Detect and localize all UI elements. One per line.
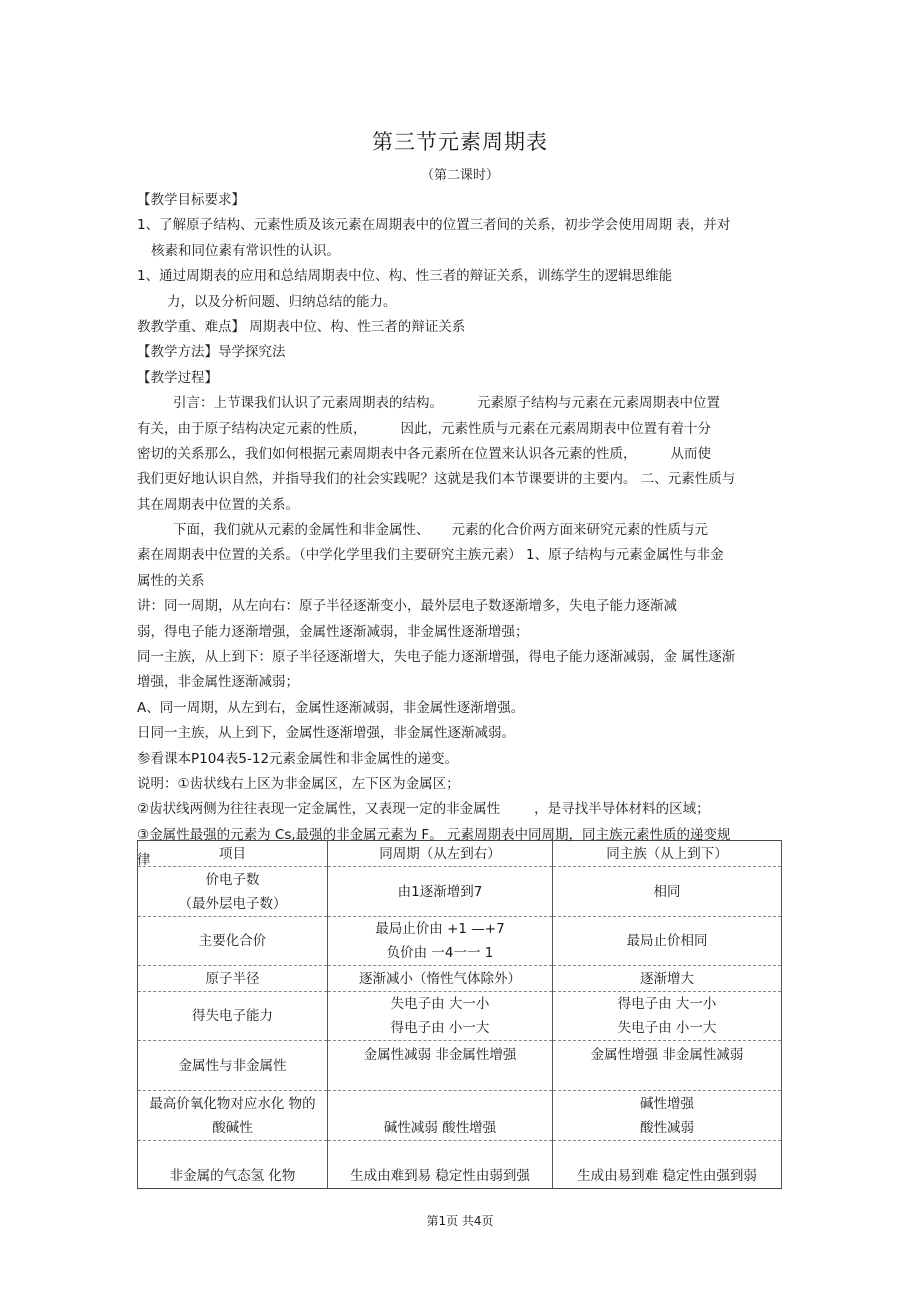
group-line: 碱性增强 <box>640 1095 694 1112</box>
group-line: 酸性减弱 <box>640 1119 694 1136</box>
rule-b: 日同一主族，从上到下，金属性逐渐增强，非金属性逐渐减弱。 <box>137 725 515 742</box>
goal-2-line-1: 1、通过周期表的应用和总结周期表中位、构、性三者的辩证关系，训练学生的逻辑思维能 <box>137 268 673 285</box>
intro-line-2 <box>137 417 787 442</box>
intro-line-3a: 密切的关系那么，我们如何根据元素周期表中各元素所在位置来认识各元素的性质， <box>137 445 637 462</box>
header-period: 同周期（从左到右） <box>328 841 553 867</box>
period-cell: 金属性减弱 非金属性增强 <box>328 1041 553 1091</box>
group-cell: 金属性增强 非金属性减弱 <box>553 1041 782 1091</box>
period-line: 最局止价由 +1 —+7 <box>375 921 505 937</box>
group-cell <box>553 992 782 1041</box>
talk-line-1: 讲：同一周期，从左向右：原子半径逐渐变小，最外层电子数逐渐增多，失电子能力逐渐减 <box>137 598 677 615</box>
note-2 <box>137 797 787 822</box>
item-line: 价电子数 <box>205 871 260 888</box>
next-line-3: 属性的关系 <box>137 572 205 589</box>
note-3: ③金属性最强的元素为 Cs,最强的非金属元素为 F。 元素周期表中同周期，同主族元素性质的递变规 <box>137 826 731 843</box>
intro-line-1b: 元素原子结构与元素在元素周期表中位置 <box>477 395 720 412</box>
table-header-row <box>138 841 782 867</box>
item-line: （最外层电子数） <box>178 895 287 912</box>
next-line-1 <box>137 518 787 543</box>
period-line: 失电子由 大一小 <box>390 996 490 1012</box>
group-cell <box>553 1091 782 1141</box>
intro-line-2b: 因此，元素性质与元素在元素周期表中位置有着十分 <box>400 420 711 437</box>
key-points: 教教学重、难点】 周期表中位、构、性三者的辩证关系 <box>137 318 466 335</box>
period-line: 负价由 一4一一 1 <box>386 945 494 961</box>
next-line-1b: 元素的化合价两方面来研究元素的性质与元 <box>451 522 708 539</box>
header-item: 项目 <box>138 841 328 867</box>
intro-line-5: 其在周期表中位置的关系。 <box>137 496 299 513</box>
lesson-subtitle: （第二课时） <box>420 168 499 183</box>
note-2a: ②齿状线两侧为往往表现一定金属性，又表现一定的非金属性 <box>137 801 501 818</box>
group-cell: 生成由易到难 稳定性由强到弱 <box>553 1141 782 1189</box>
intro-line-4: 我们更好地认识自然，并指导我们的社会实践呢？这就是我们本节课要讲的主要内。 二、元素性质与 <box>137 471 736 488</box>
next-line-2: 素在周期表中位置的关系。（中学化学里我们主要研究主族元素） 1、原子结构与元素金属性与非金 <box>137 547 724 564</box>
note-2b: ，是寻找半导体材料的区域； <box>534 801 710 818</box>
group-line: 得电子由 大一小 <box>617 996 717 1012</box>
table-row <box>138 867 782 917</box>
item-line: 最高价氧化物对应水化 物的 <box>149 1095 316 1112</box>
period-cell: 碱性减弱 酸性增强 <box>328 1091 553 1141</box>
period-cell <box>328 992 553 1041</box>
group-cell: 相同 <box>553 867 782 917</box>
goals-heading: 【教学目标要求】 <box>137 192 245 208</box>
talk-line-3: 同一主族，从上到下：原子半径逐渐增大，失电子能力逐渐增强，得电子能力逐渐减弱，金 属性逐渐 <box>137 649 736 666</box>
intro-line-1 <box>137 391 787 416</box>
process-heading: 【教学过程】 <box>137 369 218 386</box>
table-row <box>138 1141 782 1189</box>
item-cell <box>138 1091 328 1141</box>
item-cell: 主要化合价 <box>138 917 328 966</box>
page-footer: 第1页 共4页 <box>426 1214 494 1228</box>
period-cell: 由1逐渐增到7 <box>328 867 553 917</box>
goal-2-line-2: 力，以及分析问题、归纳总结的能力。 <box>167 293 397 310</box>
item-cell: 得失电子能力 <box>138 992 328 1041</box>
table-row <box>138 917 782 966</box>
intro-line-1a: 引言：上节课我们认识了元素周期表的结构。 <box>173 395 443 412</box>
item-cell: 非金属的气态氢 化物 <box>138 1141 328 1189</box>
group-cell: 最局止价相同 <box>553 917 782 966</box>
period-cell: 逐渐减小（惰性气体除外） <box>328 966 553 992</box>
group-line: 失电子由 小一大 <box>617 1020 717 1036</box>
lesson-body <box>137 188 787 874</box>
table-row <box>138 1041 782 1091</box>
group-cell: 逐渐增大 <box>553 966 782 992</box>
period-cell: 生成由难到易 稳定性由弱到强 <box>328 1141 553 1189</box>
intro-line-2a: 有关，由于原子结构决定元素的性质， <box>137 420 367 437</box>
textbook-reference: 参看课本P104表5-12元素金属性和非金属性的递变。 <box>137 750 459 767</box>
intro-line-3 <box>137 442 787 467</box>
table-row <box>138 992 782 1041</box>
goal-1-line-1: 1、了解原子结构、元素性质及该元素在周期表中的位置三者间的关系，初步学会使用周期 表，并对 <box>137 217 731 234</box>
table-row <box>138 1091 782 1141</box>
period-line: 得电子由 小一大 <box>390 1020 490 1036</box>
rule-a: A、同一周期，从左到右，金属性逐渐减弱，非金属性逐渐增强。 <box>137 699 525 716</box>
item-line: 酸碱性 <box>212 1119 253 1136</box>
page-title: 第三节元素周期表 <box>372 130 548 154</box>
goal-1-line-2: 核素和同位素有常识性的认识。 <box>151 242 340 259</box>
teaching-method: 【教学方法】导学探究法 <box>137 344 286 361</box>
periodic-trends-table <box>137 840 782 1189</box>
item-cell <box>138 867 328 917</box>
table-row <box>138 966 782 992</box>
item-cell: 原子半径 <box>138 966 328 992</box>
talk-line-2: 弱，得电子能力逐渐增强，金属性逐渐减弱，非金属性逐渐增强； <box>137 623 529 640</box>
next-line-1a: 下面，我们就从元素的金属性和非金属性、 <box>173 522 430 539</box>
header-group: 同主族（从上到下） <box>553 841 782 867</box>
intro-line-3b: 从而使 <box>670 445 711 462</box>
talk-line-4: 增强，非金属性逐渐减弱； <box>137 674 299 691</box>
note-1: 说明：①齿状线右上区为非金属区，左下区为金属区； <box>137 775 460 792</box>
period-cell <box>328 917 553 966</box>
note-4: 律 <box>137 852 151 869</box>
item-cell: 金属性与非金属性 <box>138 1041 328 1091</box>
